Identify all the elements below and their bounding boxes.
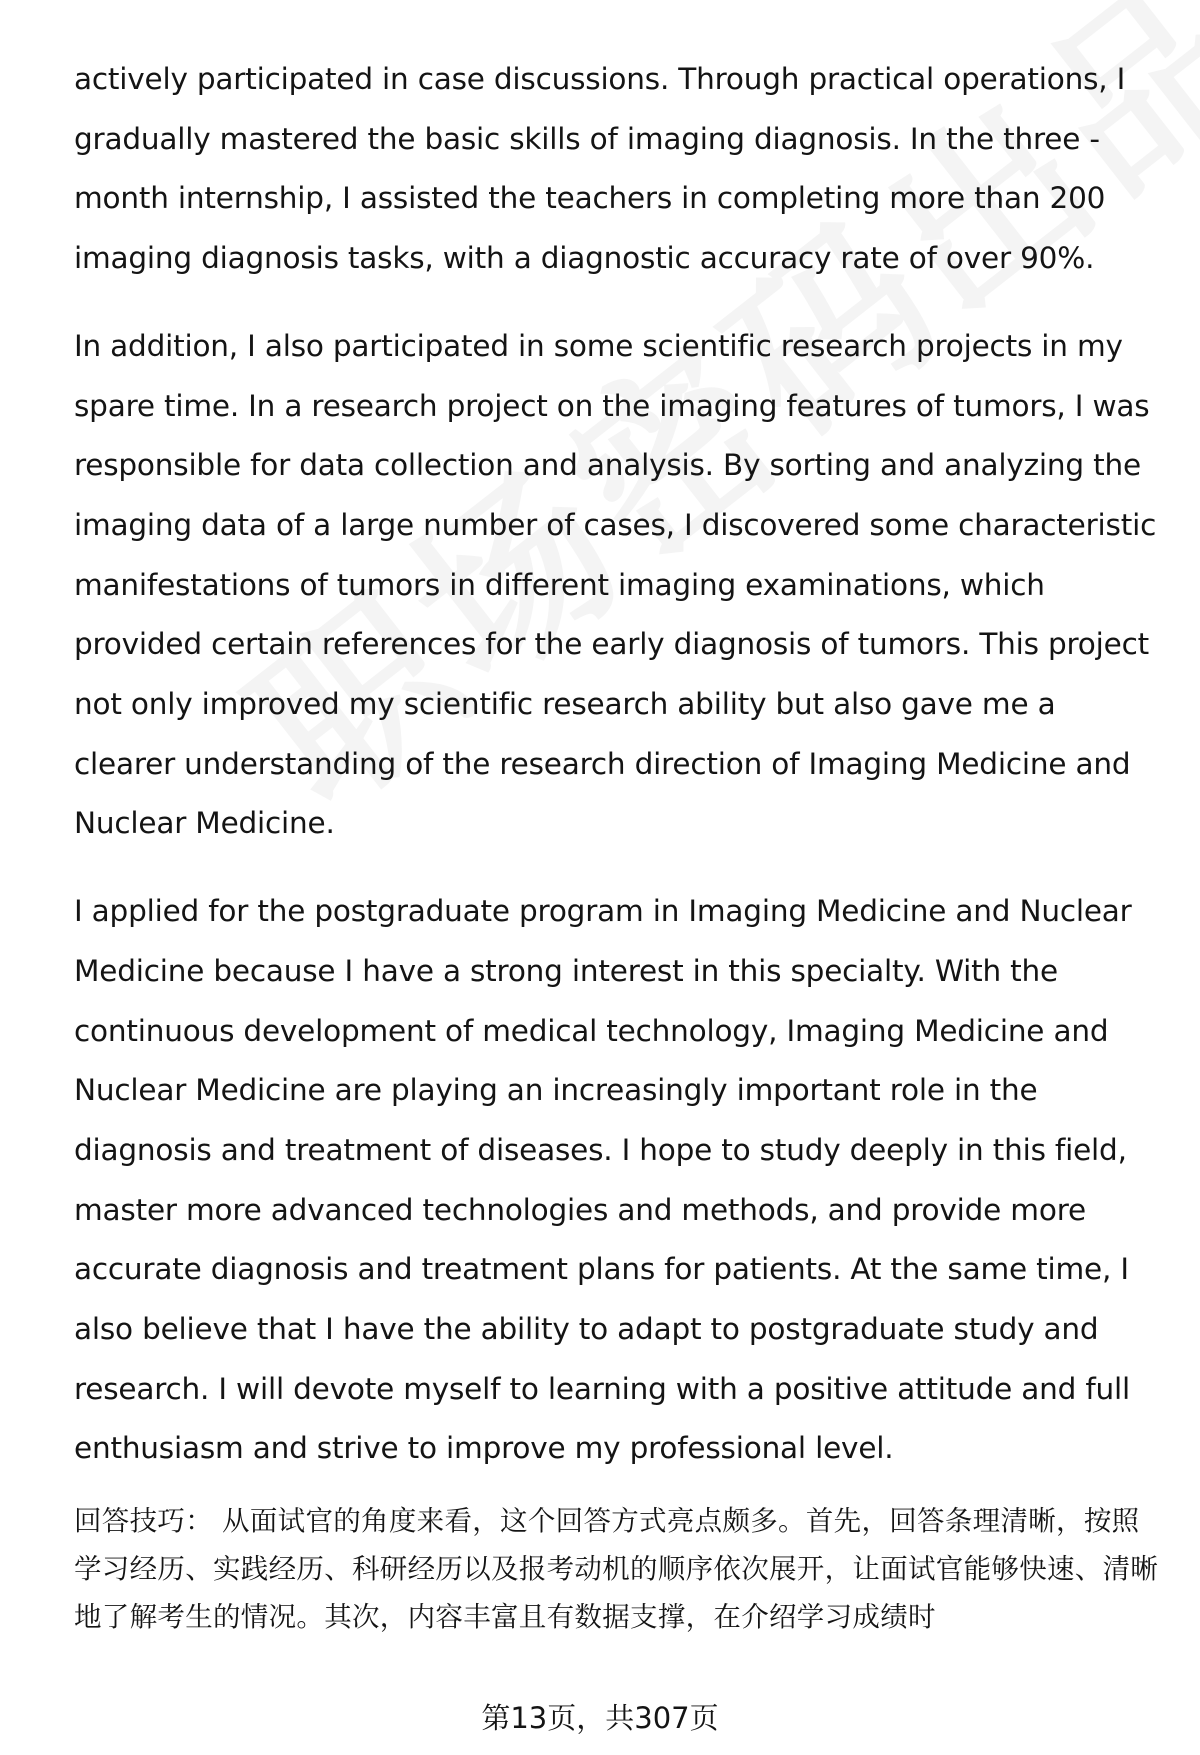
paragraph-internship: actively participated in case discussions. Through practical operations, I gradually mastered the basic skills of imaging diagnosis. In the three - month internship, I assisted the teachers in completing more than 200 imaging diagnosis tasks, with a diagnostic accuracy rate of over 90%. [74, 62, 1126, 276]
paragraph-motivation: I applied for the postgraduate program in Imaging Medicine and Nuclear Medicine because I have a strong interest in this specialty. With the continuous development of medical technology, Imaging Medicine and Nuclear Medicine are playing an increasingly important role in the diagnosis and treatment of diseases. I hope to study deeply in this field, master more advanced technologies and methods, and provide more accurate diagnosis and treatment plans for patients. At the same time, I also believe that I have the ability to adapt to postgraduate study and research. I will devote myself to learning with a positive attitude and full enthusiasm and strive to improve my professional level. [74, 894, 1132, 1466]
body-content [74, 50, 1164, 1507]
answer-tips: 回答技巧： 从面试官的角度来看，这个回答方式亮点颇多。首先，回答条理清晰，按照学习经历、实践经历、科研经历以及报考动机的顺序依次展开，让面试官能够快速、清晰地了解考生的情况。其次，内容丰富且有数据支撑，在介绍学习成绩时 [74, 1505, 1159, 1633]
paragraph-research: In addition, I also participated in some scientific research projects in my spare time. In a research project on the imaging features of tumors, I was responsible for data collection and analysis. By sorting and analyzing the imaging data of a large number of cases, I discovered some characteristic manifestations of tumors in different imaging examinations, which provided certain references for the early diagnosis of tumors. This project not only improved my scientific research ability but also gave me a clearer understanding of the research direction of Imaging Medicine and Nuclear Medicine. [74, 328, 1157, 841]
page-number-footer: 第13页，共307页 [481, 1701, 719, 1735]
